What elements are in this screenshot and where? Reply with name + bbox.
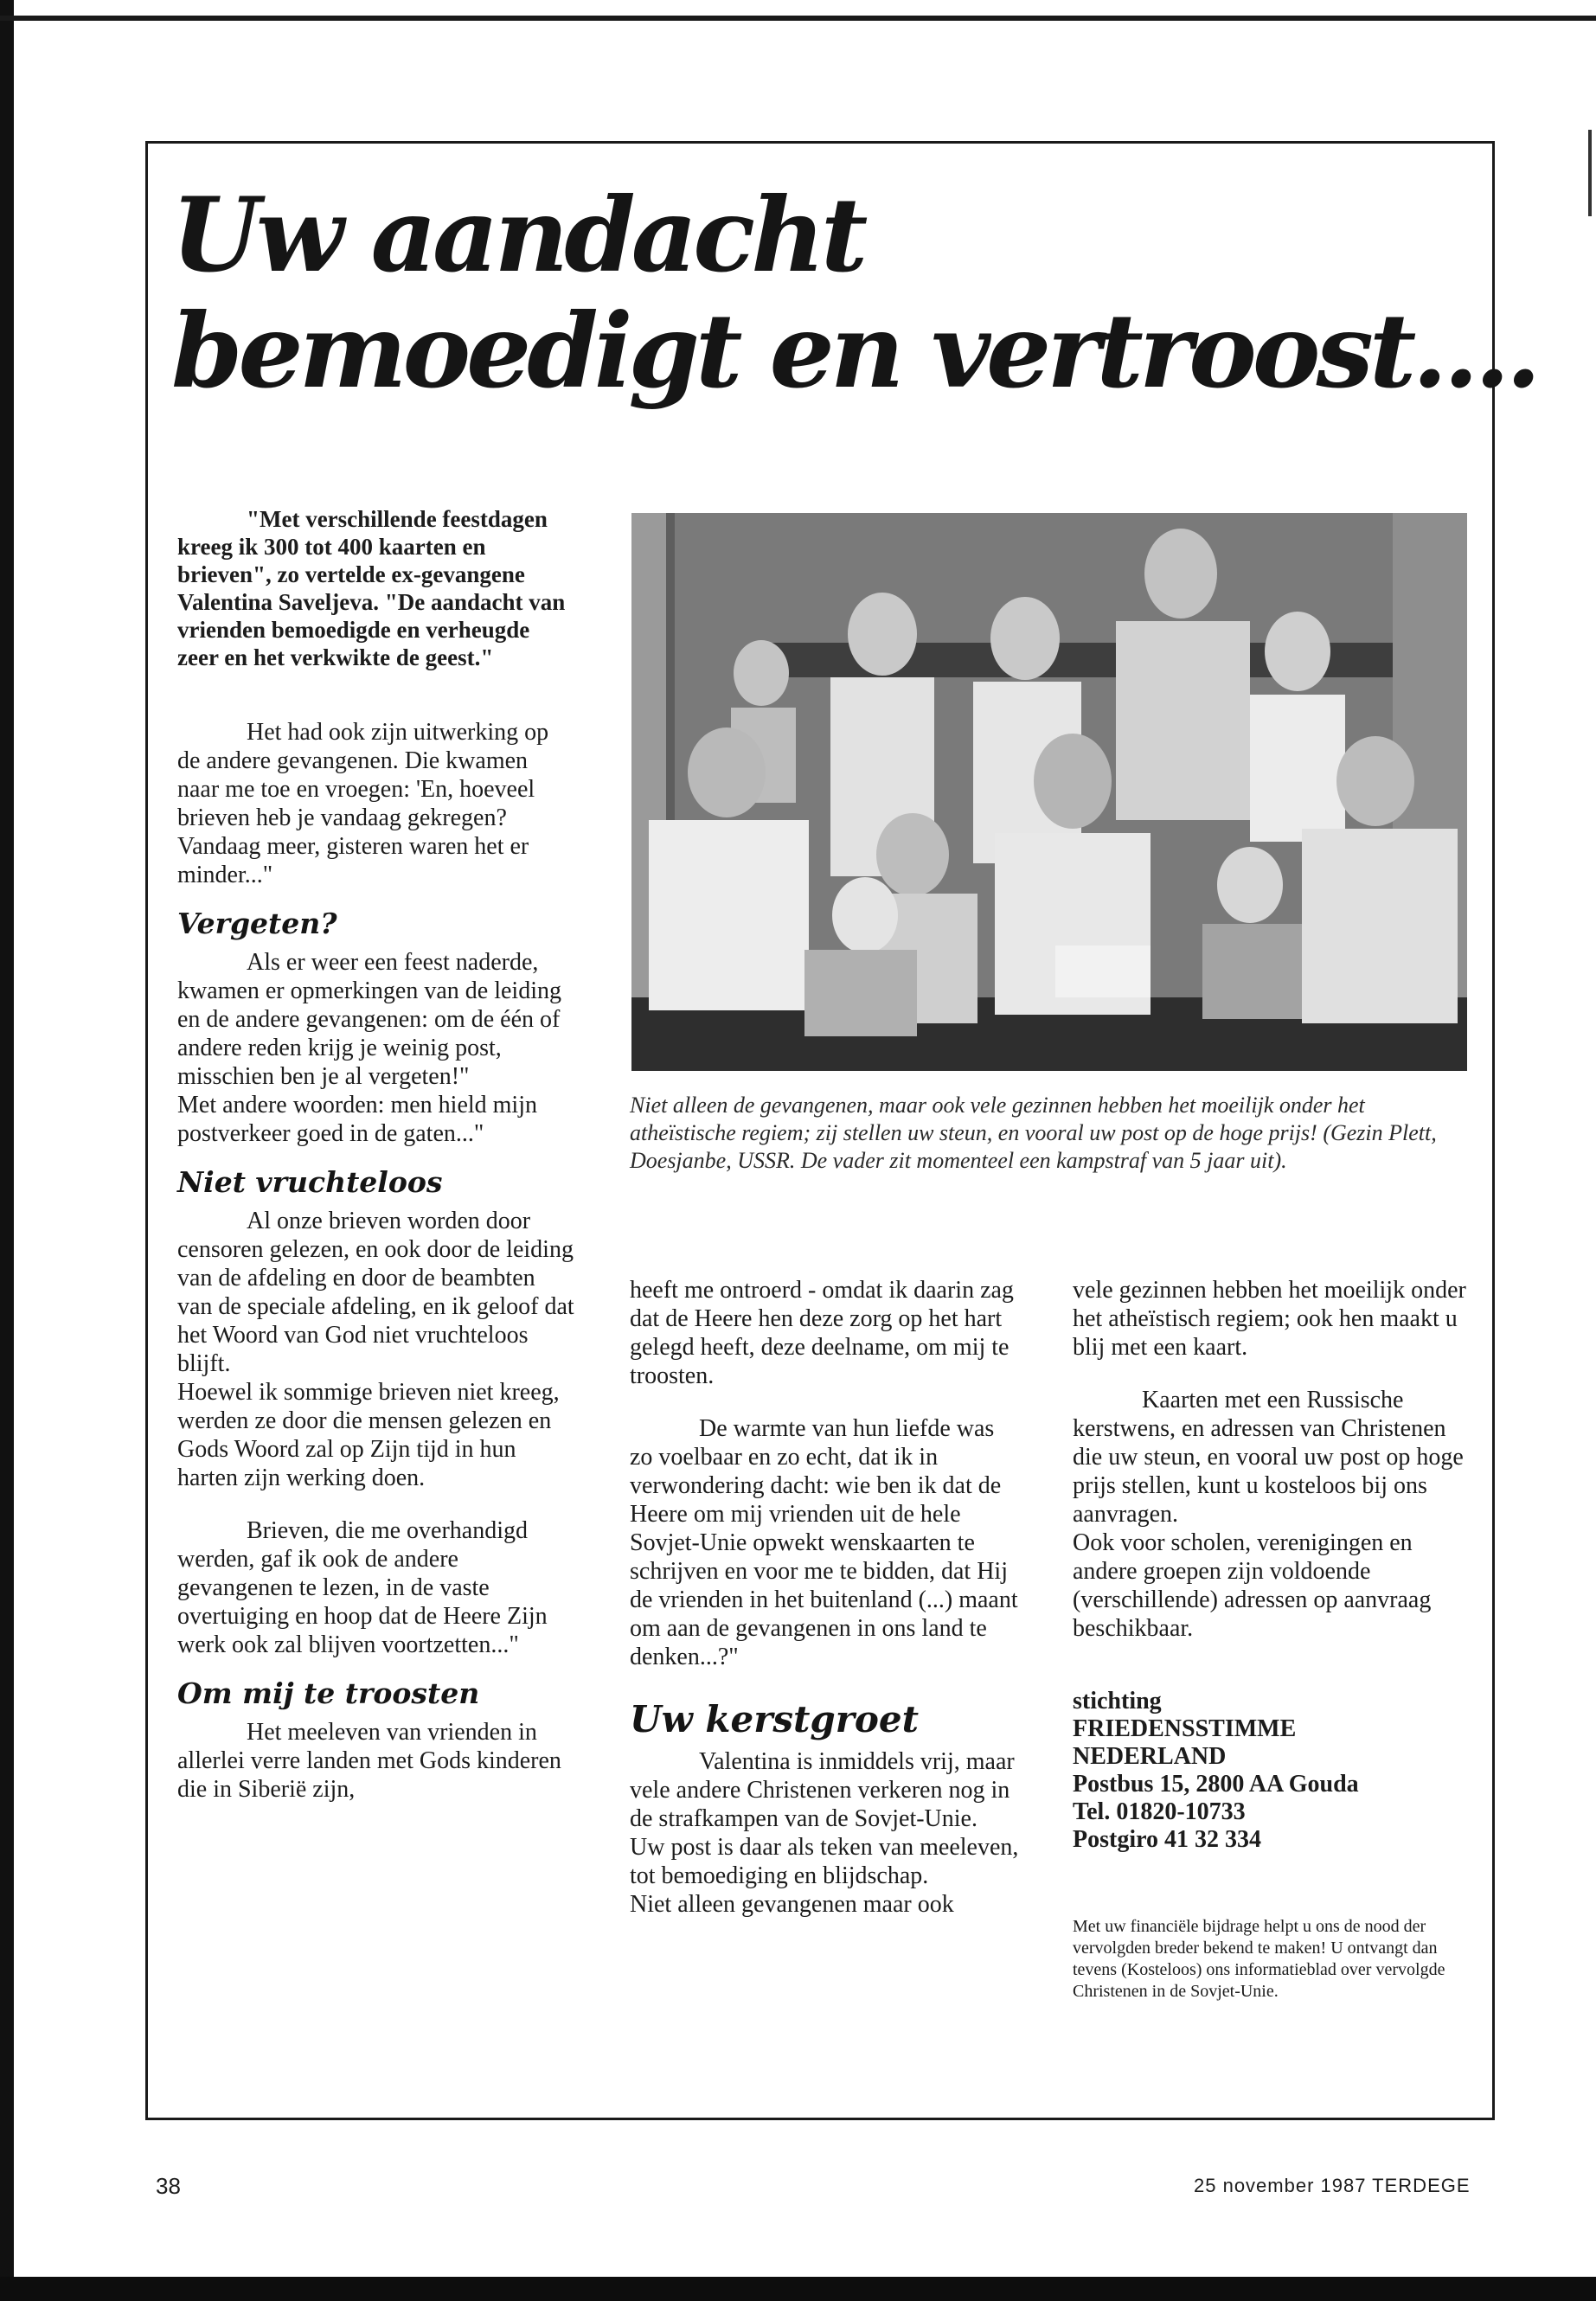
col1-paragraph-3: kwamen er opmerkingen van de leiding en de andere gevangenen: om de één of andere reden krijg je weinig post, misschien ben je al vergeten!" [177, 977, 561, 1090]
donation-note: Met uw financiële bijdrage helpt u ons de nood der vervolgden breder bekend te maken! U ontvangt dan tevens (Kosteloos) ons informatieblad over vervolgde Christenen in de Sovjet-Unie. [1073, 1917, 1445, 2001]
org-line-2: FRIEDENSSTIMME [1073, 1715, 1297, 1742]
intro-text: "Met verschillende feestdagen kreeg ik 300 tot 400 kaarten en brieven", zo vertelde ex-gevangene Valentina Saveljeva. "De aandacht van vrienden bemoedigde en verheugde zeer en het verkwikte de geest." [177, 506, 566, 670]
org-line-3: NEDERLAND [1073, 1743, 1227, 1770]
headline-line-2: bemoedigt en vertroost.... [171, 291, 1537, 411]
scan-edge-left [0, 0, 14, 2301]
col1-paragraph-5: Al onze brieven worden door censoren gelezen, en ook door de leiding van de afdeling en door de beambten van de speciale afdeling, en ik geloof dat het Woord van God niet vruchteloos blijft. [177, 1208, 574, 1377]
col3-paragraph-2: Kaarten met een Russische kerstwens, en adressen van Christenen die uw steun, en vooral uw post op hoge prijs stellen, kunt u kosteloos bij ons aanvragen. [1073, 1387, 1464, 1528]
subhead-vergeten: Vergeten? [177, 907, 337, 940]
issue-date: 25 november 1987 TERDEGE [1194, 2175, 1471, 2196]
column-3 [1073, 1276, 1466, 2003]
scan-edge-right [1588, 130, 1592, 216]
col1-paragraph-6: Hoewel ik sommige brieven niet kreeg, werden ze door die mensen gelezen en Gods Woord zal op Zijn tijd in hun harten zijn werking doen. [177, 1379, 560, 1491]
col2-paragraph-5: Niet alleen gevangenen maar ook [630, 1891, 954, 1918]
scan-edge-top [0, 16, 1596, 21]
organisation-address [1073, 1688, 1466, 1854]
col1-paragraph-1: Het had ook zijn uitwerking op de andere gevangenen. Die kwamen naar me toe en vroegen: 'En, hoeveel brieven heb je vandaag gekregen? Vandaag meer, gisteren waren het er minder..." [177, 719, 549, 888]
subhead-niet-vruchteloos: Niet vruchteloos [177, 1165, 443, 1199]
family-photo [631, 513, 1467, 1071]
photo-caption: Niet alleen de gevangenen, maar ook vele gezinnen hebben het moeilijk onder het atheïstische regiem; zij stellen uw steun, en vooral uw post op de hoge prijs! (Gezin Plett, Doesjanbe, USSR. De vader zit momenteel een kampstraf van 5 jaar uit). [630, 1093, 1437, 1173]
headline-line-1: Uw aandacht [171, 175, 864, 295]
col1-paragraph-4: Met andere woorden: men hield mijn postverkeer goed in de gaten..." [177, 1092, 537, 1147]
col2-paragraph-2: De warmte van hun liefde was zo voelbaar en zo echt, dat ik in verwondering dacht: wie ben ik dat de Heere om mij vrienden uit de hele Sovjet-Unie opwekt wenskaarten te schrijven en voor me te bidden, dat Hij de vrienden in het buitenland (...) maant om aan de gevangenen in ons land te denken...?" [630, 1415, 1018, 1670]
page-number: 38 [156, 2173, 181, 2199]
col1-paragraph-2: Als er weer een feest naderde, [247, 949, 539, 976]
column-2 [630, 1276, 1021, 1919]
org-line-5: Tel. 01820-10733 [1073, 1798, 1246, 1825]
subhead-uw-kerstgroet: Uw kerstgroet [630, 1698, 920, 1740]
scan-edge-bottom [0, 2277, 1596, 2301]
col1-paragraph-8: Het meeleven van vrienden in allerlei verre landen met Gods kinderen die in Siberië zijn, [177, 1719, 561, 1803]
family-photo-illustration [631, 513, 1467, 1071]
col1-paragraph-7: Brieven, die me overhandigd werden, gaf ik ook de andere gevangenen te lezen, in de vaste overtuiging en hoop dat de Heere Zijn werk ook zal blijven voortzetten..." [177, 1517, 548, 1658]
col3-paragraph-1: vele gezinnen hebben het moeilijk onder het atheïstisch regiem; ook hen maakt u blij met een kaart. [1073, 1277, 1466, 1361]
subhead-om-mij-te-troosten: Om mij te troosten [177, 1676, 480, 1710]
org-line-1: stichting [1073, 1688, 1162, 1715]
headline [171, 175, 1537, 411]
col2-paragraph-1: heeft me ontroerd - omdat ik daarin zag dat de Heere hen deze zorg op het hart gelegd heeft, deze deelname, om mij te troosten. [630, 1277, 1014, 1389]
intro-quote [177, 505, 568, 671]
org-line-4: Postbus 15, 2800 AA Gouda [1073, 1771, 1359, 1798]
col3-paragraph-3: Ook voor scholen, verenigingen en andere groepen zijn voldoende (verschillende) adressen op aanvraag beschikbaar. [1073, 1529, 1432, 1642]
col2-paragraph-4: Uw post is daar als teken van meeleven, tot bemoediging en blijdschap. [630, 1834, 1019, 1889]
column-1 [177, 718, 575, 1804]
org-line-6: Postgiro 41 32 334 [1073, 1826, 1262, 1853]
col2-paragraph-3: Valentina is inmiddels vrij, maar vele andere Christenen verkeren nog in de strafkampen van de Sovjet-Unie. [630, 1748, 1015, 1832]
